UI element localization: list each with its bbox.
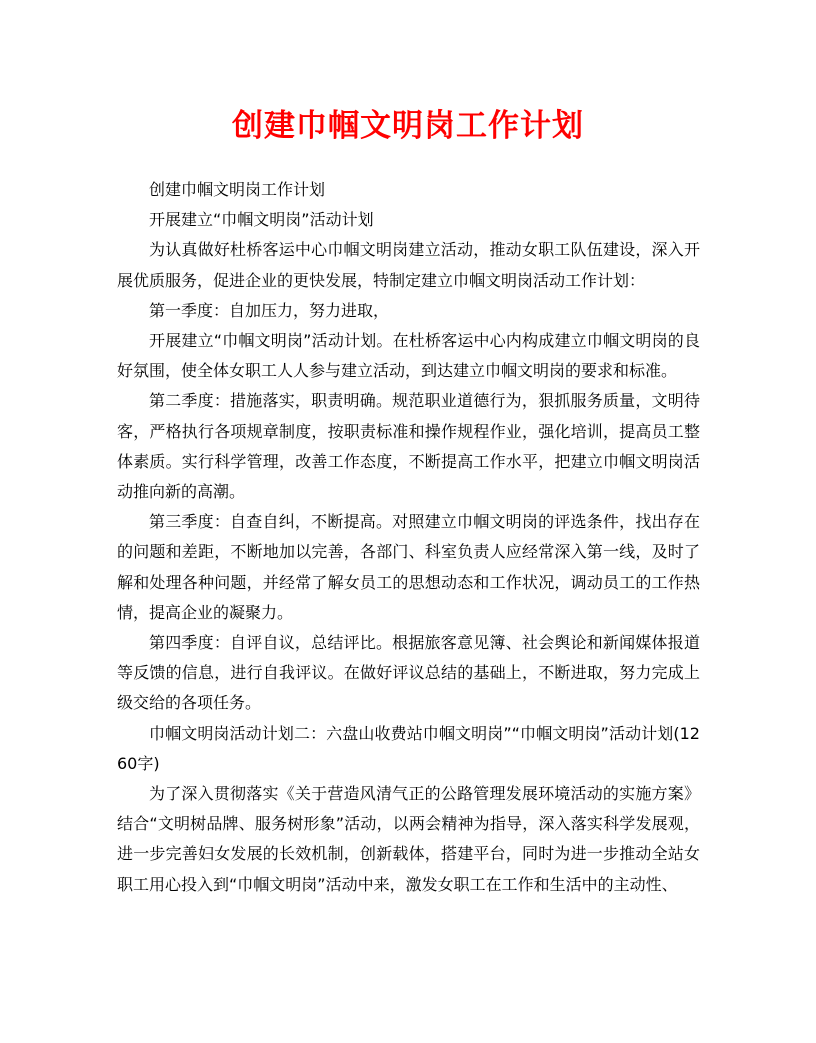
paragraph-plan-two-body: 为了深入贯彻落实《关于营造风清气正的公路管理发展环境活动的实施方案》结合“文明树品牌、服务树形象”活动，以两会精神为指导，深入落实科学发展观，进一步完善妇女发展的长效机制，创新载体，搭建平台，同时为进一步推动全站女职工用心投入到“巾帼文明岗”活动中来，激发女职工在工作和生活中的主动性、 [117,784,700,894]
paragraph-q3: 第三季度：自查自纠，不断提高。对照建立巾帼文明岗的评选条件，找出存在的问题和差距，不断地加以完善，各部门、科室负责人应经常深入第一线，及时了解和处理各种问题，并经常了解女员工的思想动态和工作状况，调动员工的工作热情，提高企业的凝聚力。 [117,512,700,622]
paragraph-q2: 第二季度：措施落实，职责明确。规范职业道德行为，狠抓服务质量，文明待客，严格执行各项规章制度，按职责标准和操作规程作业，强化培训，提高员工整体素质。实行科学管理，改善工作态度，不断提高工作水平，把建立巾帼文明岗活动推向新的高潮。 [117,391,700,502]
paragraph-subheading: 开展建立“巾帼文明岗”活动计划 [149,210,374,230]
paragraph-heading-repeat: 创建巾帼文明岗工作计划 [149,180,326,199]
document-title: 创建巾帼文明岗工作计划 [232,108,584,144]
paragraph-q1-body: 开展建立“巾帼文明岗”活动计划。在杜桥客运中心内构成建立巾帼文明岗的良好氛围，使全体女职工人人参与建立活动，到达建立巾帼文明岗的要求和标准。 [117,331,700,381]
paragraph-plan-two-title: 巾帼文明岗活动计划二：六盘山收费站巾帼文明岗”“巾帼文明岗”活动计划(1260字) [117,723,700,773]
document-body [117,175,700,900]
paragraph-q4: 第四季度：自评自议，总结评比。根据旅客意见簿、社会舆论和新闻媒体报道等反馈的信息，进行自我评议。在做好评议总结的基础上，不断进取，努力完成上级交给的各项任务。 [117,633,700,713]
paragraph-intro: 为认真做好杜桥客运中心巾帼文明岗建立活动，推动女职工队伍建设，深入开展优质服务，促进企业的更快发展，特制定建立巾帼文明岗活动工作计划： [117,240,700,290]
paragraph-q1-heading: 第一季度：自加压力，努力进取， [149,300,390,320]
